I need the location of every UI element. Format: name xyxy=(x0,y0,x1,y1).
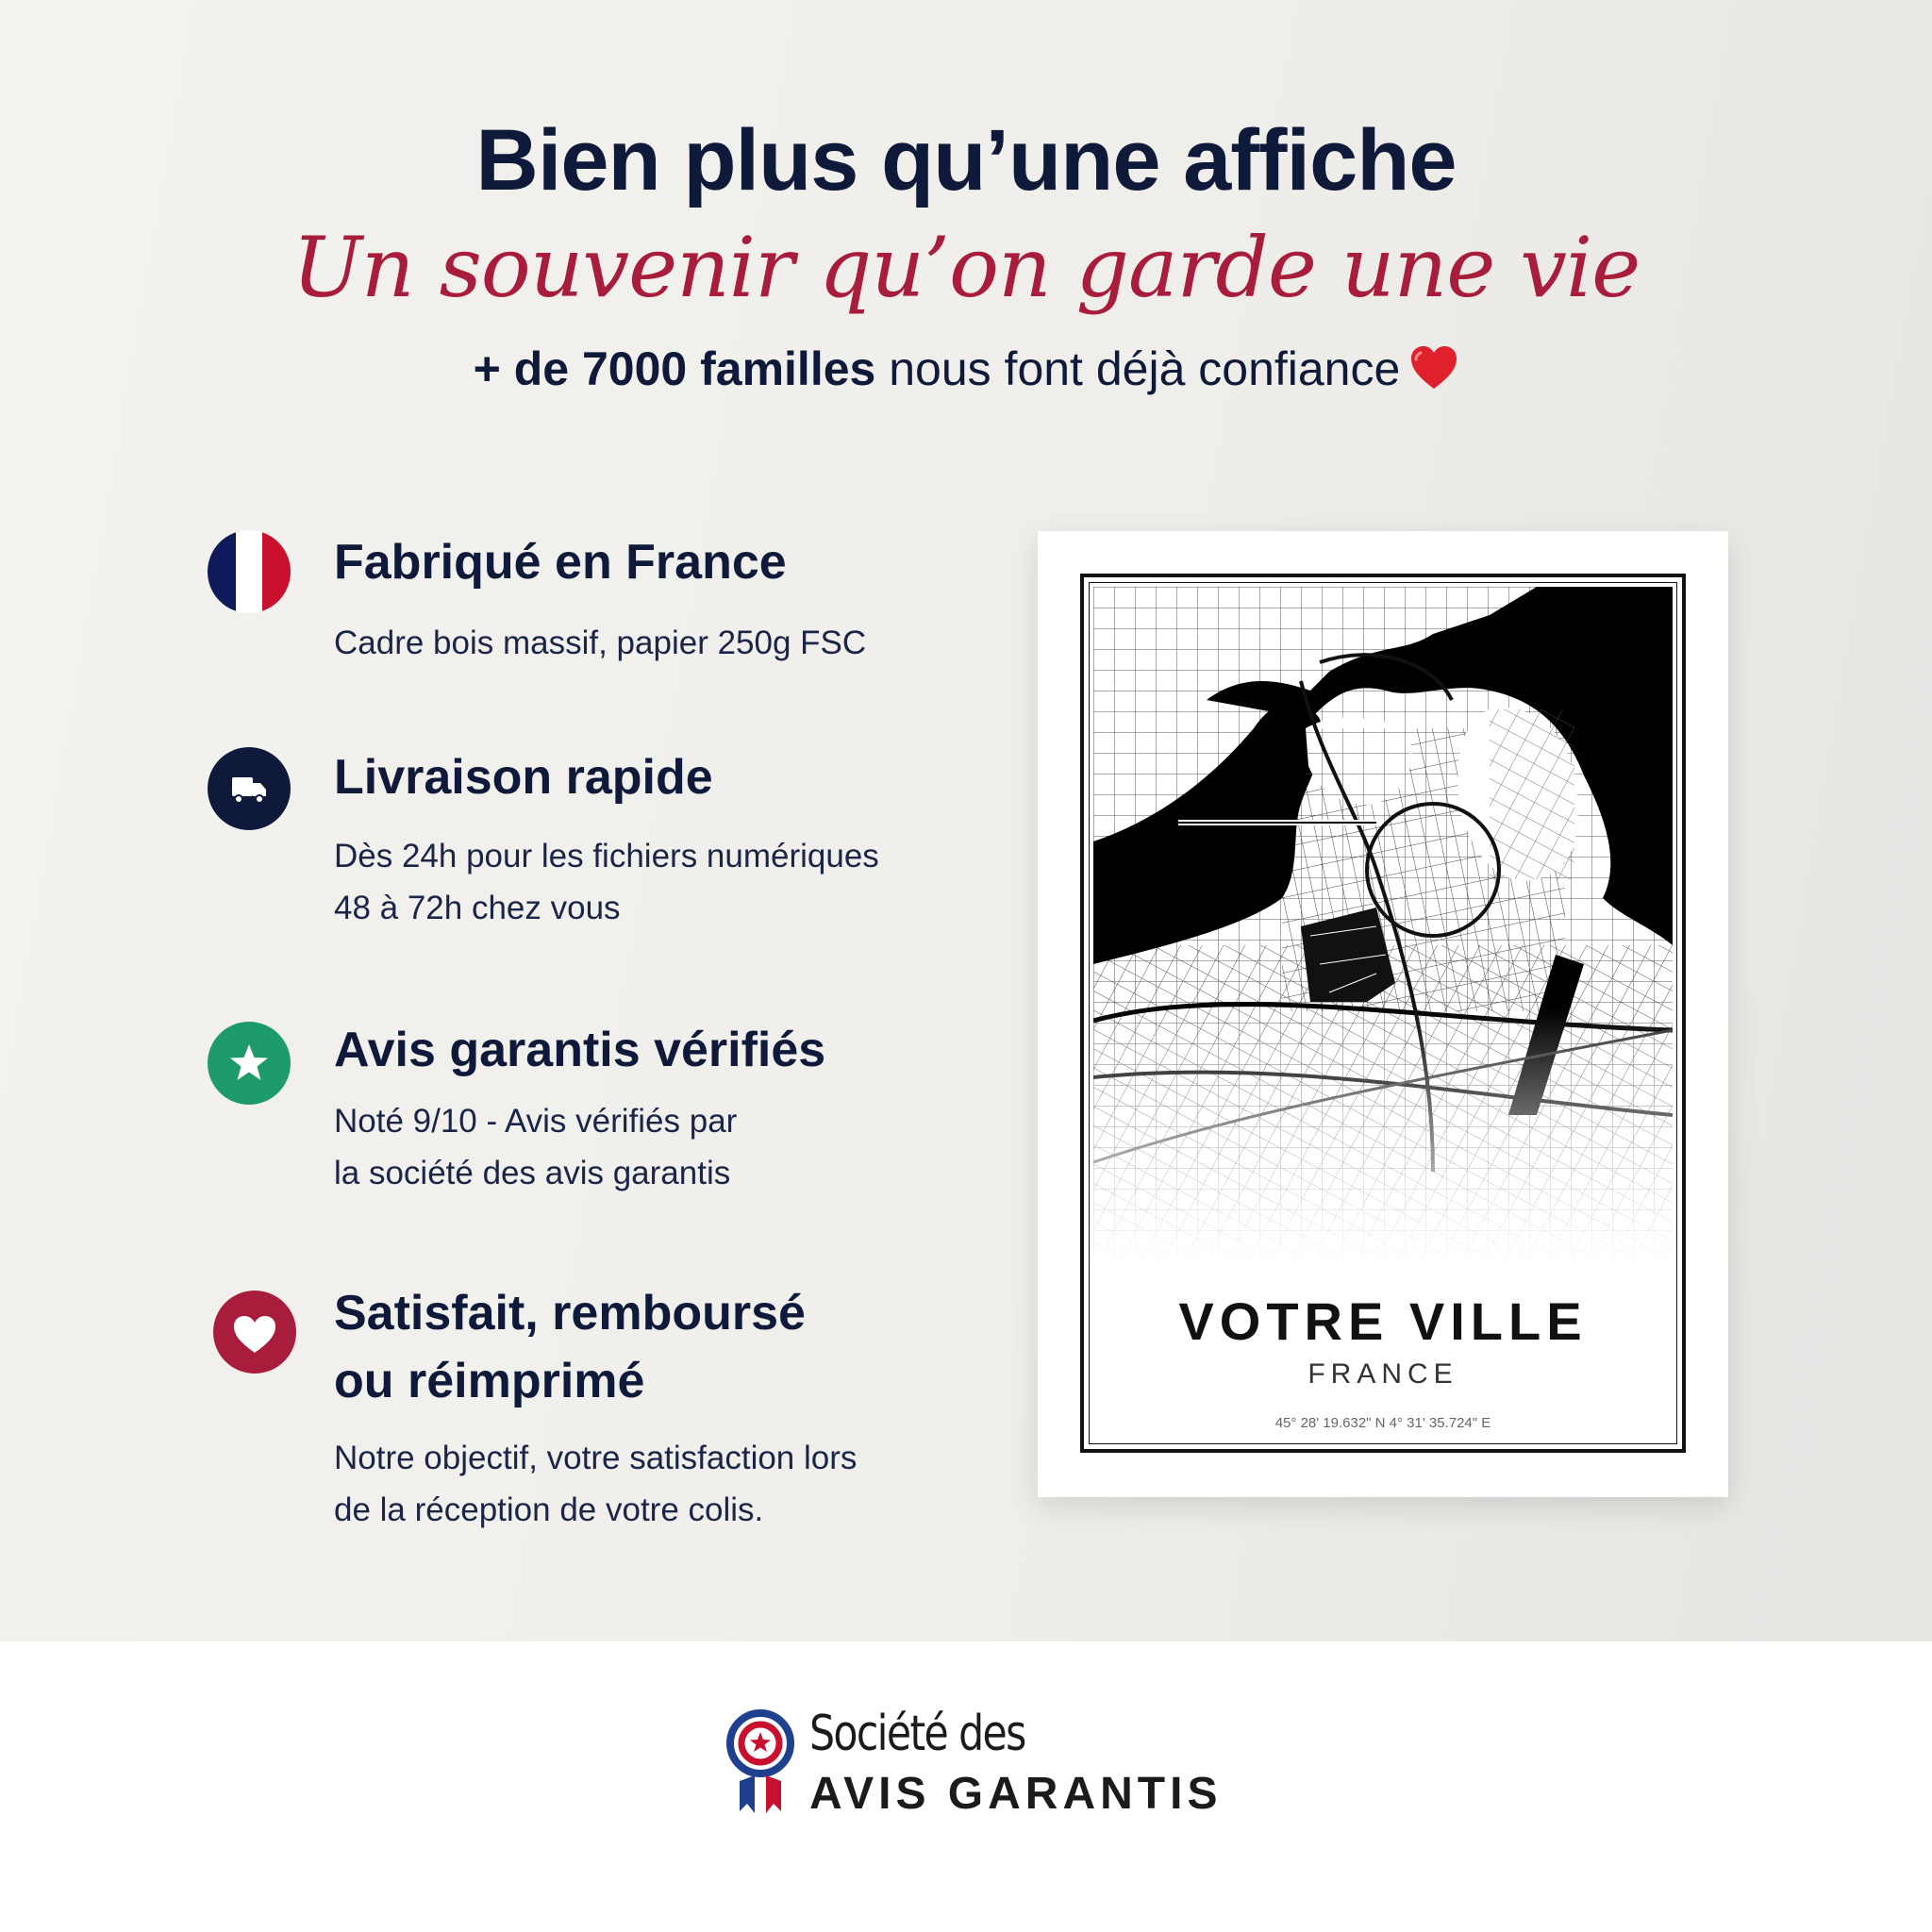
poster-coordinates: 45° 28' 19.632" N 4° 31' 35.724" E xyxy=(1274,1415,1491,1431)
feature-desc-line: Cadre bois massif, papier 250g FSC xyxy=(334,625,867,661)
logo-text-line1: Société des xyxy=(809,1706,1025,1762)
feature-desc-line: Dès 24h pour les fichiers numériques xyxy=(334,838,879,874)
trust-tagline xyxy=(0,341,1932,402)
logo-text-line2: AVIS GARANTIS xyxy=(809,1769,1223,1819)
feature-desc-line: la société des avis garantis xyxy=(334,1155,731,1191)
tagline-rest: nous font déjà confiance xyxy=(875,342,1401,395)
feature-verified-reviews xyxy=(0,1016,1019,1205)
delivery-truck-icon xyxy=(208,747,291,830)
feature-title: Avis garantis vérifiés xyxy=(334,1023,826,1077)
poster-frame xyxy=(1080,574,1686,1453)
poster-country: FRANCE xyxy=(1307,1358,1458,1390)
feature-fast-delivery xyxy=(0,743,1019,932)
feature-title: ou réimprimé xyxy=(334,1354,645,1408)
tagline-bold: + de 7000 familles xyxy=(473,342,876,395)
feature-desc-line: Noté 9/10 - Avis vérifiés par xyxy=(334,1103,738,1140)
heart-icon xyxy=(213,1291,296,1374)
logo-badge-icon xyxy=(726,1709,794,1819)
feature-desc-line: 48 à 72h chez vous xyxy=(334,890,621,926)
city-map-image xyxy=(1093,587,1673,1266)
page-subtitle: Un souvenir qu’on garde une vie xyxy=(291,219,1641,316)
feature-title: Satisfait, remboursé xyxy=(334,1286,806,1341)
poster-city-name: VOTRE VILLE xyxy=(1178,1291,1588,1351)
feature-satisfaction-guarantee xyxy=(0,1279,1019,1534)
map-poster xyxy=(1038,531,1728,1497)
avis-garantis-logo xyxy=(726,1706,1223,1819)
feature-made-in-france xyxy=(0,528,1019,679)
heart-icon xyxy=(1409,345,1458,402)
feature-desc-line: Notre objectif, votre satisfaction lors xyxy=(334,1440,858,1476)
feature-desc-line: de la réception de votre colis. xyxy=(334,1491,764,1528)
star-icon xyxy=(208,1022,291,1105)
page-title: Bien plus qu’une affiche xyxy=(475,112,1457,208)
france-flag-icon xyxy=(208,530,291,613)
feature-title: Livraison rapide xyxy=(334,750,713,805)
feature-title: Fabriqué en France xyxy=(334,535,787,590)
